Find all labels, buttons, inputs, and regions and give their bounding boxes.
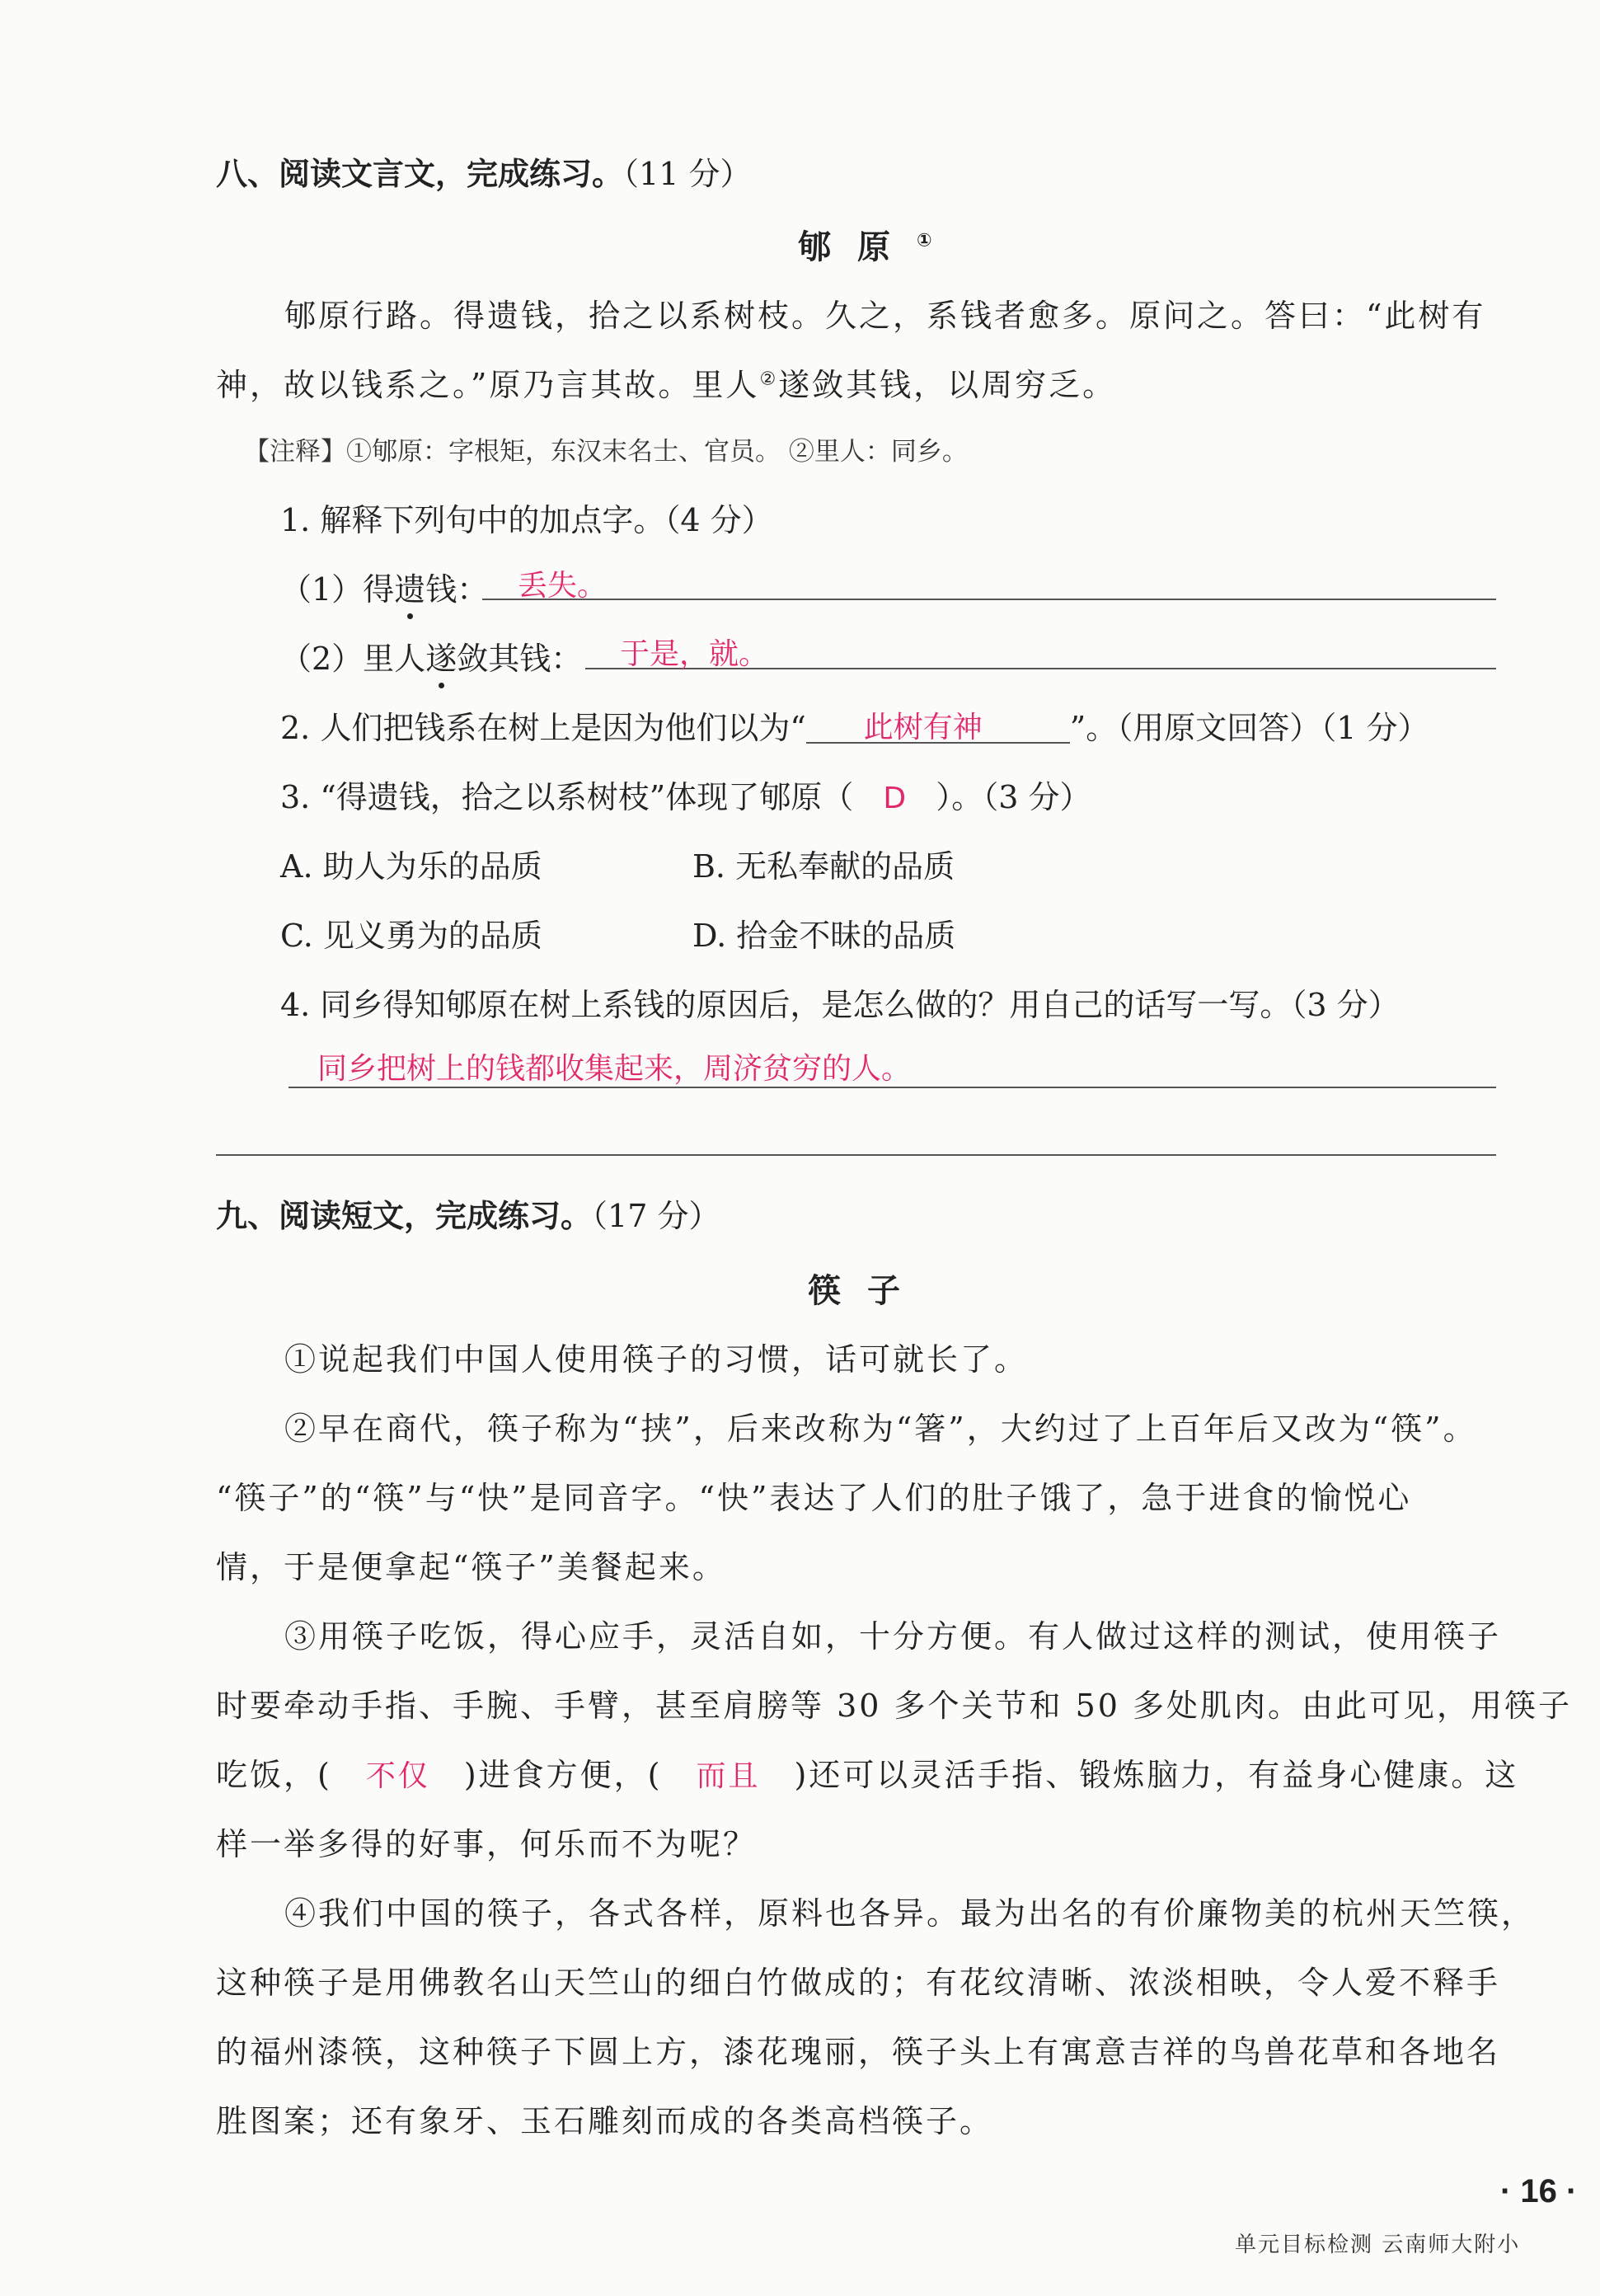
para-4-line-3: 的福州漆筷，这种筷子下圆上方，漆花瑰丽，筷子头上有寓意吉祥的鸟兽花草和各地名 <box>216 2034 1501 2070</box>
question-1-2: （2）里人遂敛其钱： <box>280 633 582 678</box>
para-1: ①说起我们中国人使用筷子的习惯，话可就长了。 <box>284 1341 1029 1378</box>
para-3-line-1: ③用筷子吃饭，得心应手，灵活自如，十分方便。有人做过这样的测试，使用筷子 <box>284 1618 1502 1655</box>
article-title-8: 郇原① <box>798 228 932 266</box>
para-2-line-2: “筷子”的“筷”与“快”是同音字。“快”表达了人们的肚子饿了，急于进食的愉悦心 <box>216 1480 1412 1516</box>
question-1-1: （1）得遗钱： <box>280 564 488 609</box>
question-1: 1. 解释下列句中的加点字。（4 分） <box>280 502 773 538</box>
para-4-line-2: 这种筷子是用佛教名山天竺山的细白竹做成的；有花纹清晰、浓淡相映，令人爱不释手 <box>216 1965 1501 2001</box>
blank-answer-1: 不仅 <box>365 1759 430 1793</box>
para-4-line-4: 胜图案；还有象牙、玉石雕刻而成的各类高档筷子。 <box>216 2103 994 2139</box>
option-d: D. 拾金不昧的品质 <box>692 918 956 954</box>
article-title-mark: ① <box>917 230 932 251</box>
answer-1-2: 于是，就。 <box>620 637 769 671</box>
annotation-note: 【注释】①郇原：字根矩，东汉末名士、官员。 ②里人：同乡。 <box>244 437 968 467</box>
option-a: A. 助人为乐的品质 <box>280 848 542 885</box>
question-4: 4. 同乡得知郇原在树上系钱的原因后，是怎么做的？用自己的话写一写。（3 分） <box>280 987 1400 1023</box>
answer-1-1: 丢失。 <box>518 569 608 603</box>
classical-text-line-1: 郇原行路。得遗钱，拾之以系树枝。久之，系钱者愈多。原问之。答曰：“此树有 <box>284 298 1486 334</box>
para-3-line-4: 样一举多得的好事，何乐而不为呢？ <box>216 1826 758 1862</box>
blank-answer-2: 而且 <box>696 1759 761 1793</box>
question-3: 3. “得遗钱，拾之以系树枝”体现了郇原（ D ）。（3 分） <box>280 779 1091 815</box>
para-4-line-1: ④我们中国的筷子，各式各样，原料也各异。最为出名的有价廉物美的杭州天竺筷， <box>284 1895 1536 1932</box>
para-3-line-2: 时要牵动手指、手腕、手臂，甚至肩膀等 30 多个关节和 50 多处肌肉。由此可见，用筷子 <box>216 1688 1573 1724</box>
answer-line-4 <box>289 1087 1496 1088</box>
para-2-line-3: 情，于是便拿起“筷子”美餐起来。 <box>216 1549 726 1585</box>
section-8-points: （11 分） <box>623 156 752 192</box>
para-3-line-3: 吃饭，( 不仅 )进食方便，( 而且 )还可以灵活手指、锻炼脑力，有益身心健康。这 <box>216 1749 1518 1795</box>
option-b: B. 无私奉献的品质 <box>692 848 955 885</box>
answer-3: D <box>883 782 907 815</box>
footer-caption: 单元目标检测 云南师大附小 <box>1235 2233 1521 2257</box>
option-c: C. 见义勇为的品质 <box>280 918 542 954</box>
section-9-points: （17 分） <box>592 1198 720 1234</box>
answer-4: 同乡把树上的钱都收集起来，周济贫穷的人。 <box>317 1052 912 1086</box>
answer-2: 此树有神 <box>863 711 983 744</box>
para-2-line-1: ②早在商代，筷子称为“挟”，后来改称为“箸”，大约过了上百年后又改为“筷”。 <box>284 1411 1477 1447</box>
article-title-9: 筷子 <box>808 1272 927 1310</box>
section-9-title: 九、阅读短文，完成练习。（17 分） <box>216 1198 720 1234</box>
dotted-char-sui: 遂 <box>425 633 457 678</box>
page-number: · 16 · <box>1500 2173 1578 2209</box>
answer-line-1-1 <box>482 599 1496 600</box>
classical-text-line-2: 神，故以钱系之。”原乃言其故。里人②遂敛其钱，以周穷乏。 <box>216 367 1117 403</box>
question-2: 2. 人们把钱系在树上是因为他们以为“ 此树有神 ”。（用原文回答）（1 分） <box>280 702 1429 748</box>
dotted-char-yi: 遗 <box>394 564 425 609</box>
section-8-title: 八、阅读文言文，完成练习。（11 分） <box>216 156 752 192</box>
answer-line-4b <box>216 1154 1496 1156</box>
